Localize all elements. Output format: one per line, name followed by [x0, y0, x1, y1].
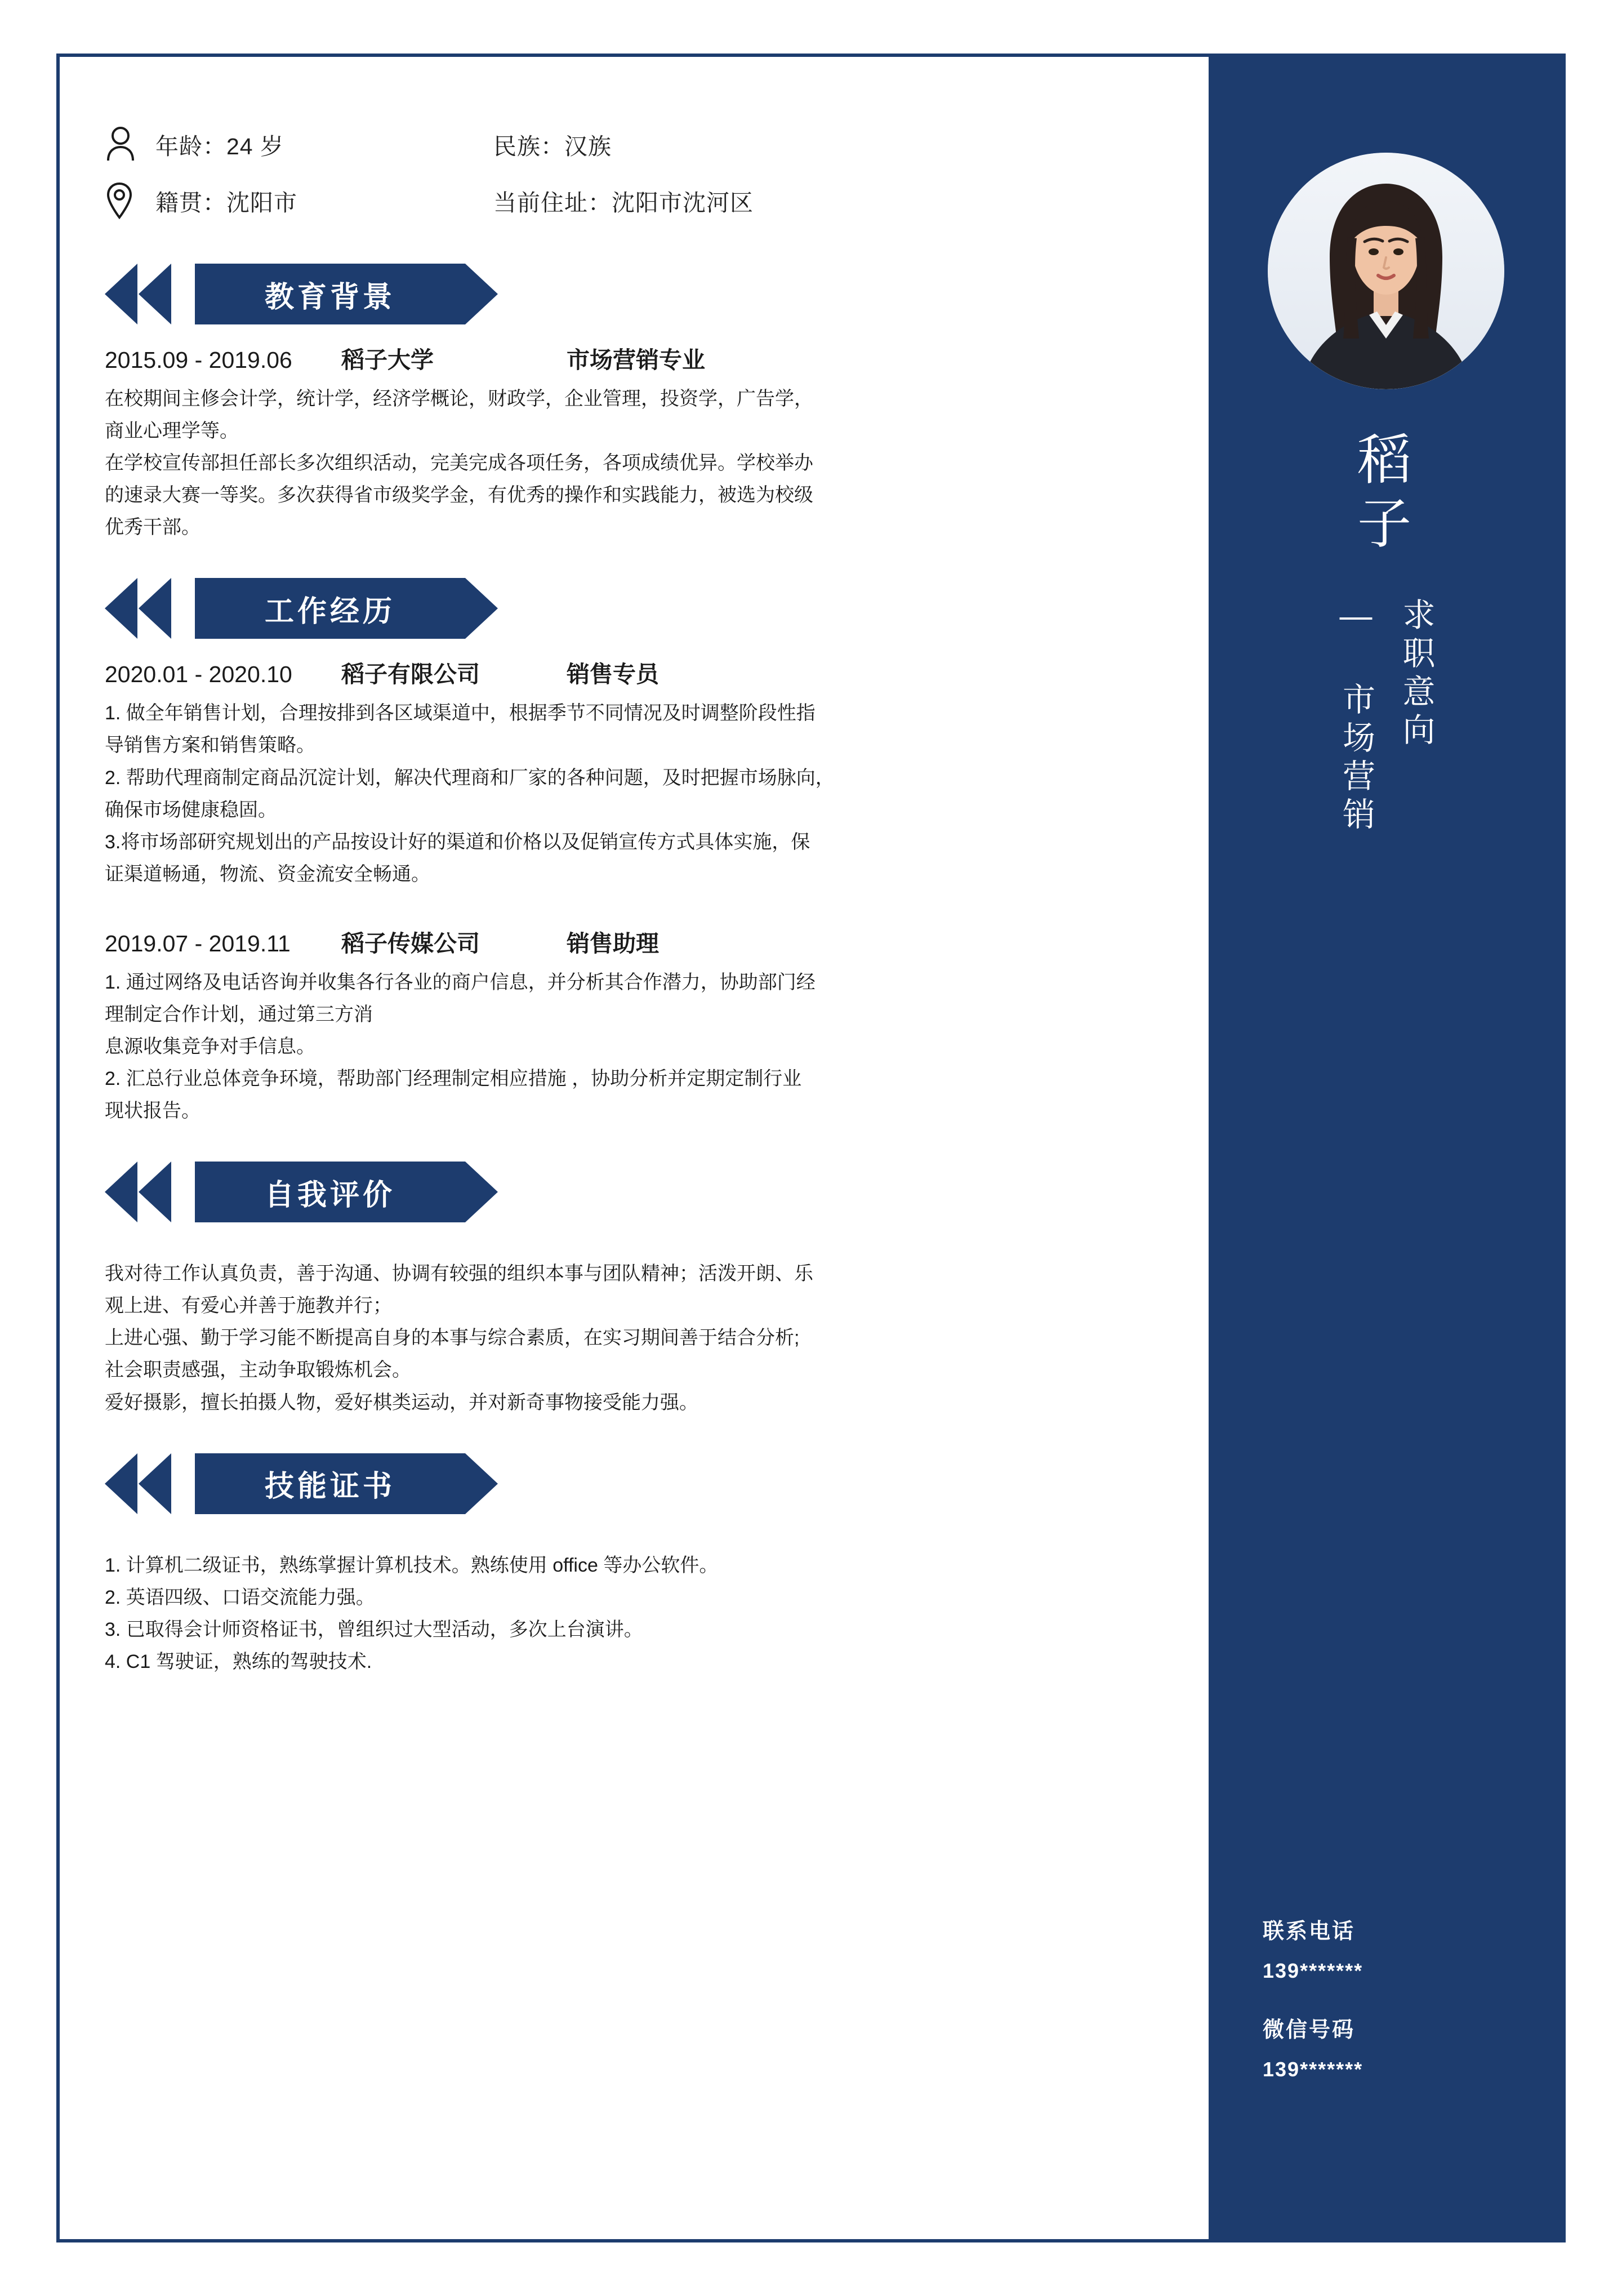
chevron-left-inner-icon: [139, 1162, 171, 1222]
section-title-education: 教育背景: [195, 264, 465, 324]
chevron-right-icon: [465, 1162, 498, 1222]
hometown-text: 籍贯：沈阳市: [155, 189, 297, 216]
job-objective: [1209, 598, 1562, 835]
chevron-left-outer-icon: [105, 578, 137, 639]
self-evaluation-line: 观上进、有爱心并善于施教并行；: [105, 1295, 392, 1317]
location-pin-icon: [105, 181, 155, 220]
resume-main-column: [60, 57, 1209, 2239]
chevron-left-inner-icon: [139, 264, 171, 324]
education-school: 稻子大学: [341, 347, 434, 373]
work-line: 3.将市场部研究规划出的产品按设计好的渠道和价格以及促销宣传方式具体实施，保: [105, 831, 810, 853]
chevron-left-inner-icon: [139, 1453, 171, 1514]
education-description: [105, 384, 1164, 543]
skills-description: [105, 1550, 1164, 1677]
wechat-value[interactable]: 139*******: [1263, 2058, 1363, 2081]
education-line: 优秀干部。: [105, 517, 200, 539]
education-line: 在校期间主修会计学，统计学，经济学概论，财政学，企业管理，投资学，广告学，: [105, 388, 813, 410]
work-line: 息源收集竞争对手信息。: [105, 1036, 315, 1058]
work-line: 确保市场健康稳固。: [105, 799, 277, 821]
resume-frame: [56, 54, 1566, 2242]
skills-line: 1. 计算机二级证书，熟练掌握计算机技术。熟练使用 office 等办公软件。: [105, 1554, 719, 1576]
chevron-left-outer-icon: [105, 1453, 137, 1514]
self-evaluation-line: 上进心强、勤于学习能不断提高自身的本事与综合素质，在实习期间善于结合分析;: [105, 1327, 800, 1349]
avatar: [1268, 153, 1504, 389]
education-entry-head: [105, 341, 1164, 375]
chevron-left-outer-icon: [105, 1162, 137, 1222]
spacer: [105, 1524, 1164, 1550]
work-line: 理制定合作计划，通过第三方消: [105, 1003, 373, 1025]
work-line: 1. 通过网络及电话咨询并收集各行各业的商户信息，并分析其合作潜力，协助部门经: [105, 971, 816, 993]
contact-block: [1263, 1914, 1522, 2081]
avatar-photo: [1268, 153, 1504, 389]
self-evaluation-line: 我对待工作认真负责，善于沟通、协调有较强的组织本事与团队精神；活泼开朗、乐: [105, 1263, 813, 1285]
work-period: 2019.07 - 2019.11: [105, 930, 291, 956]
education-period: 2015.09 - 2019.06: [105, 347, 292, 373]
chevron-left-outer-icon: [105, 264, 137, 324]
address-text: 当前住址：沈阳市沈河区: [493, 189, 754, 216]
work-line: 现状报告。: [105, 1100, 200, 1122]
work-line: 导销售方案和销售策略。: [105, 735, 315, 757]
self-evaluation-description: [105, 1258, 1164, 1418]
chevron-right-icon: [465, 1453, 498, 1514]
spacer: [105, 1232, 1164, 1258]
work-company: 稻子有限公司: [341, 661, 480, 688]
skills-line: 3. 已取得会计师资格证书，曾组织过大型活动，多次上台演讲。: [105, 1618, 643, 1640]
work-entry-head: [105, 925, 1164, 958]
job-objective-target: — 市场营销: [1338, 598, 1374, 835]
work-line: 证渠道畅通，物流、资金流安全畅通。: [105, 863, 430, 885]
resume-side-column: [1209, 57, 1562, 2239]
section-banner-education: [105, 264, 555, 324]
work-line: 1. 做全年销售计划，合理按排到各区域渠道中，根据季节不同情况及时调整阶段性指: [105, 702, 816, 724]
phone-label: 联系电话: [1263, 1920, 1356, 1943]
work-description: [105, 698, 1164, 889]
section-banner-work: [105, 578, 555, 639]
personal-info-row: [105, 116, 1164, 172]
section-banner-skills: [105, 1453, 555, 1514]
name-char: 稻: [1357, 430, 1414, 491]
section-title-skills: 技能证书: [195, 1453, 465, 1514]
spacer: [105, 893, 1164, 908]
candidate-name: [1209, 429, 1562, 557]
personal-info-row: [105, 172, 1164, 229]
work-company: 稻子传媒公司: [341, 930, 480, 956]
name-char: 子: [1357, 494, 1414, 555]
education-major: 市场营销专业: [567, 347, 705, 373]
self-evaluation-line: 爱好摄影，擅长拍摄人物，爱好棋类运动，并对新奇事物接受能力强。: [105, 1391, 698, 1413]
education-line: 在学校宣传部担任部长多次组织活动，完美完成各项任务，各项成绩优异。学校举办: [105, 452, 813, 474]
wechat-label: 微信号码: [1263, 2018, 1356, 2042]
chevron-right-icon: [465, 264, 498, 324]
section-banner-self-evaluation: [105, 1162, 555, 1222]
education-line: 商业心理学等。: [105, 420, 239, 442]
work-role: 销售专员: [567, 661, 659, 688]
work-line: 2. 帮助代理商制定商品沉淀计划，解决代理商和厂家的各种问题，及时把握市场脉向，: [105, 767, 835, 789]
personal-info-block: [105, 116, 1164, 229]
job-objective-label: 求职意向: [1397, 598, 1434, 751]
section-title-self-evaluation: 自我评价: [195, 1162, 465, 1222]
self-evaluation-line: 社会职责感强，主动争取锻炼机会。: [105, 1359, 411, 1381]
age-text: 年龄：24 岁: [155, 133, 284, 159]
phone-value[interactable]: 139*******: [1263, 1959, 1363, 1982]
education-line: 的速录大赛一等奖。多次获得省市级奖学金，有优秀的操作和实践能力，被选为校级: [105, 484, 813, 506]
section-title-work: 工作经历: [195, 578, 465, 639]
work-line: 2. 汇总行业总体竞争环境，帮助部门经理制定相应措施 ，协助分析并定期定制行业: [105, 1068, 802, 1090]
skills-line: 2. 英语四级、口语交流能力强。: [105, 1586, 375, 1608]
ethnicity-text: 民族：汉族: [493, 133, 612, 159]
work-role: 销售助理: [567, 930, 659, 956]
chevron-left-inner-icon: [139, 578, 171, 639]
work-entry-head: [105, 656, 1164, 689]
work-description: [105, 967, 1164, 1127]
chevron-right-icon: [465, 578, 498, 639]
skills-line: 4. C1 驾驶证，熟练的驾驶技术.: [105, 1650, 372, 1672]
person-icon: [105, 126, 155, 163]
work-period: 2020.01 - 2020.10: [105, 661, 292, 688]
